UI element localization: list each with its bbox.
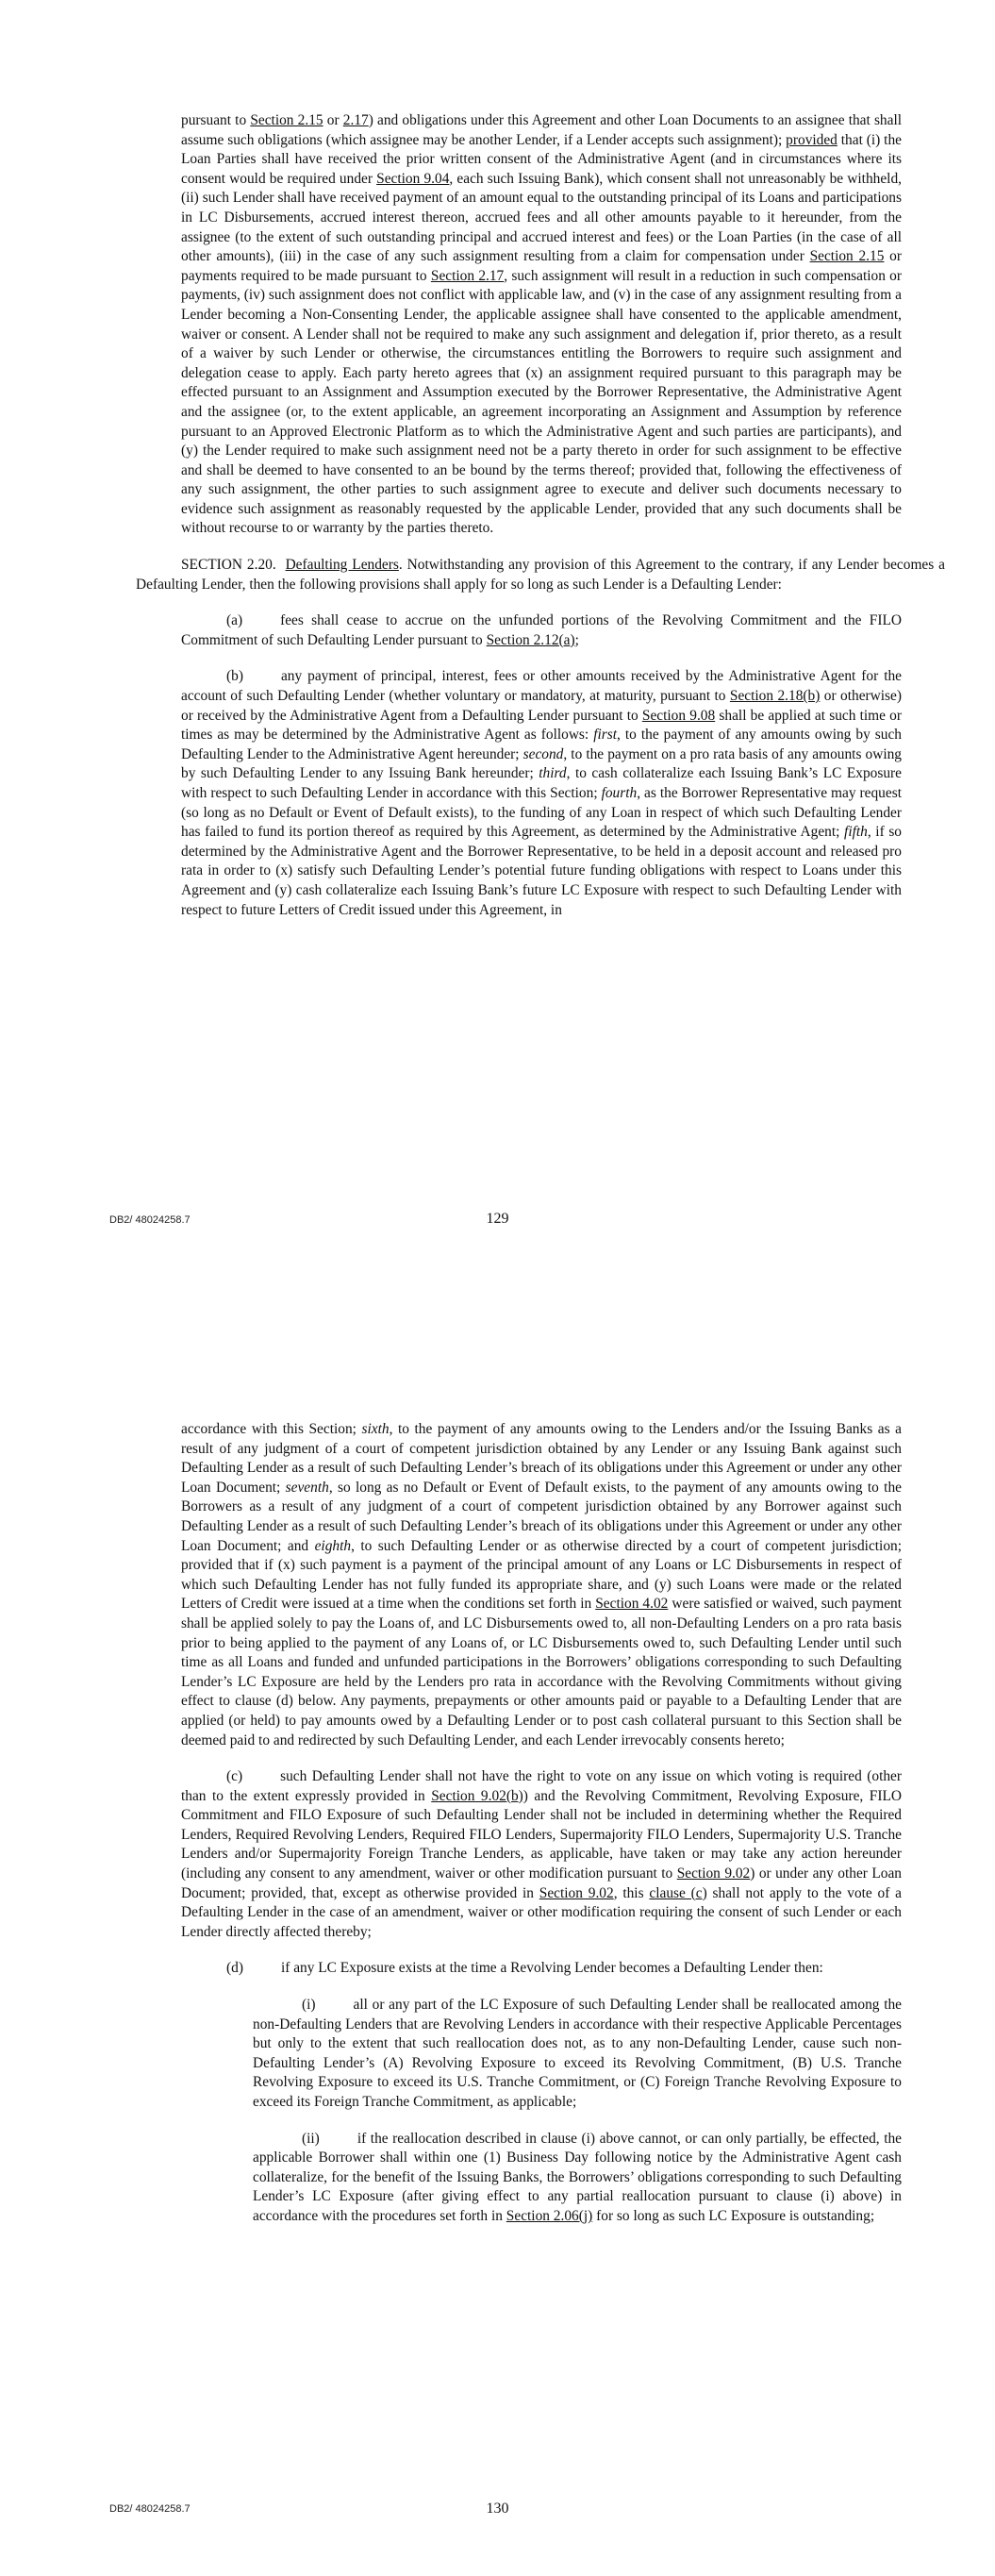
section-number: SECTION 2.20. [181,557,276,574]
section-2-20-paragraph: SECTION 2.20. Defaulting Lenders. Notwithstanding any provision of this Agreement to the contrary, if any Lender becomes a Defaulting Lender, then the following provisions shall apply for so long as such Lender is a Defaulting Lender: [136,557,945,593]
document-id-footer: DB2/ 48024258.7 [109,2503,191,2515]
clause-d: (d) if any LC Exposure exists at the time a Revolving Lender becomes a Defaulting Lender then: [226,1960,823,1977]
sub-clause-i: (i) all or any part of the LC Exposure of such Defaulting Lender shall be reallocated among the non-Defaulting Lenders that are Revolving Lenders in accordance with their respective Applicable Percentages but only to the extent that such reallocation does not, as to any non-Defaulting Lender, cause such non-Defaulting Lender’s (A) Revolving Exposure to exceed its Revolving Commitment, (B) U.S. Tranche Revolving Exposure to exceed its U.S. Tranche Commitment, or (C) Foreign Tranche Revolving Exposure to exceed its Foreign Tranche Commitment, as applicable; [253,1997,902,2110]
section-title: Defaulting Lenders [285,557,399,574]
section-reference: Section 2.12(a) [486,631,575,648]
page-body [181,1420,902,2244]
page-number: 130 [486,2501,509,2517]
section-reference: Section 4.02 [595,1596,669,1613]
clause-a: (a) fees shall cease to accrue on the unfunded portions of the Revolving Commitment and the FILO Commitment of such Defaulting Lender pursuant to Section 2.12(a); [181,612,902,648]
clause-label: (c) [226,1768,243,1785]
section-reference: Section 9.02 [676,1865,751,1882]
clause-label: (a) [226,612,243,629]
clause-label: (i) [302,1997,316,2014]
section-reference: Section 2.17 [430,267,505,284]
clause-label: (ii) [302,2130,320,2147]
continued-paragraph: accordance with this Section; sixth, to the payment of any amounts owing to the Lenders and/or the Issuing Banks as a result of any judgment of a court of competent jurisdiction obtained by any Lender or any Issuing Bank against such Defaulting Lender as a result of such Defaulting Lender’s breach of its obligations under this Agreement or under any other Loan Document; seventh, so long as no Default or Event of Default exists, to the payment of any amounts owing to the Borrowers as a result of any judgment of a court of competent jurisdiction obtained by any Borrower against such Defaulting Lender as a result of such Defaulting Lender’s breach of its obligations under this Agreement or under any other Loan Document; and eighth, to such Defaulting Lender or as otherwise directed by a court of competent jurisdiction; provided that if (x) such payment is a payment of the principal amount of any Loans or LC Disbursements in respect of which such Defaulting Lender has not fully funded its appropriate share, and (y) such Loans were made or the related Letters of Credit were issued at a time when the conditions set forth in Section 4.02 were satisfied or waived, such payment shall be applied solely to pay the Loans of, and LC Disbursements owed to, all non-Defaulting Lenders on a pro rata basis prior to being applied to the payment of any Loans of, or LC Disbursements owed to, such Defaulting Lender until such time as all Loans and funded and unfunded participations in the Borrowers’ obligations corresponding to such Defaulting Lender’s LC Exposure are held by the Lenders pro rata in accordance with the Revolving Commitments without giving effect to clause (d) below. Any payments, prepayments or other amounts paid or payable to a Defaulting Lender that are applied (or held) to pay amounts owed by a Defaulting Lender or to post cash collateral pursuant to this Section shall be deemed paid to and redirected by such Defaulting Lender, and each Lender irrevocably consents hereto; [181,1421,902,1748]
section-reference: Section 2.06(j) [506,2207,593,2224]
page-body [136,111,945,937]
clause-c: (c) such Defaulting Lender shall not have the right to vote on any issue on which voting is required (other than to the extent expressly provided in Section 9.02(b)) and the Revolving Commitment, Revolving Exposure, FILO Commitment and FILO Exposure of such Defaulting Lender shall not be included in determining whether the Required Lenders, Required Revolving Lenders, Required FILO Lenders, Supermajority FILO Lenders, Supermajority U.S. Tranche Lenders and/or Supermajority Foreign Tranche Lenders, as applicable, have taken or may take any action hereunder (including any consent to any amendment, waiver or other modification pursuant to Section 9.02) or under any other Loan Document; provided, that, except as otherwise provided in Section 9.02, this clause (c) shall not apply to the vote of a Defaulting Lender in the case of an amendment, waiver or other modification requiring the consent of such Lender or each Lender directly affected thereby; [181,1768,902,1940]
clause-label: (b) [226,668,243,685]
document-page-130 [0,1288,995,2576]
section-reference: 2.17 [342,112,369,128]
clause-reference: clause (c) [649,1884,707,1901]
section-reference: Section 9.02(b) [431,1787,523,1804]
section-reference: Section 2.18(b) [729,688,821,705]
section-reference: Section 2.15 [250,112,323,128]
clause-label: (d) [226,1960,243,1977]
document-id-footer: DB2/ 48024258.7 [109,1214,191,1226]
clause-b: (b) any payment of principal, interest, fees or other amounts received by the Administrative Agent for the account of such Defaulting Lender (whether voluntary or mandatory, at maturity, pursuant to Section 2.18(b) or otherwise) or received by the Administrative Agent from a Defaulting Lender pursuant to Section 9.08 shall be applied at such time or times as may be determined by the Administrative Agent as follows: first, to the payment of any amounts owing by such Defaulting Lender to the Administrative Agent hereunder; second, to the payment on a pro rata basis of any amounts owing by such Defaulting Lender to any Issuing Bank hereunder; third, to cash collateralize each Issuing Bank’s LC Exposure with respect to such Defaulting Lender in accordance with this Section; fourth, as the Borrower Representative may request (so long as no Default or Event of Default exists), to the funding of any Loan in respect of which such Defaulting Lender has failed to fund its portion thereof as required by this Agreement, as determined by the Administrative Agent; fifth, if so determined by the Administrative Agent and the Borrower Representative, to be held in a deposit account and released pro rata in order to (x) satisfy such Defaulting Lender’s potential future funding obligations with respect to Loans under this Agreement and (y) cash collateralize each Issuing Bank’s future LC Exposure with respect to such Defaulting Lender with respect to future Letters of Credit issued under this Agreement, in [181,668,903,918]
section-reference: Section 9.04 [376,170,450,187]
section-reference: Section 9.02 [539,1884,614,1901]
page-number: 129 [486,1211,509,1227]
section-reference: Section 9.08 [641,707,716,724]
provided-term: provided [786,131,837,148]
sub-clause-ii: (ii) if the reallocation described in clause (i) above cannot, or can only partially, be effected, the applicable Borrower shall within one (1) Business Day following notice by the Administrative Agent cash collateralize, for the benefit of the Issuing Banks, the Borrowers’ obligations corresponding to such Defaulting Lender’s LC Exposure (after giving effect to any partial reallocation pursuant to clause (i) above) in accordance with the procedures set forth in Section 2.06(j) for so long as such LC Exposure is outstanding; [253,2130,902,2224]
continued-paragraph: pursuant to Section 2.15 or 2.17) and obligations under this Agreement and other Loan Documents to an assignee that shall assume such obligations (which assignee may be another Lender, if a Lender accepts such assignment); provided that (i) the Loan Parties shall have received the prior written consent of the Administrative Agent (and in circumstances where its consent would be required under Section 9.04, each such Issuing Bank), which consent shall not unreasonably be withheld, (ii) such Lender shall have received payment of an amount equal to the outstanding principal of its Loans and participations in LC Disbursements, accrued interest thereon, accrued fees and all other amounts payable to it hereunder, from the assignee (to the extent of such outstanding principal and accrued interest and fees) or the Loan Parties (in the case of all other amounts), (iii) in the case of any such assignment resulting from a claim for compensation under Section 2.15 or payments required to be made pursuant to Section 2.17, such assignment will result in a reduction in such compensation or payments, (iv) such assignment does not conflict with applicable law, and (v) in the case of any assignment resulting from a Lender becoming a Non-Consenting Lender, the applicable assignee shall have consented to the applicable amendment, waiver or consent. A Lender shall not be required to make any such assignment and delegation if, prior thereto, as a result of a waiver by such Lender or otherwise, the circumstances entitling the Borrowers to require such assignment and delegation cease to apply. Each party hereto agrees that (x) an assignment required pursuant to this paragraph may be effected pursuant to an Assignment and Assumption executed by the Borrower Representative, the Administrative Agent and the assignee (or, to the extent applicable, an agreement incorporating an Assignment and Assumption by reference pursuant to an Approved Electronic Platform as to which the Administrative Agent and such parties are participants), and (y) the Lender required to make such assignment need not be a party thereto in order for such assignment to be effective and shall be deemed to have consented to an be bound by the terms thereof; provided that, following the effectiveness of any such assignment, the other parties to such assignment agree to execute and deliver such documents necessary to evidence such assignment as reasonably requested by the applicable Lender, provided that any such documents shall be without recourse to or warranty by the parties thereto. [181,112,903,537]
section-reference: Section 2.15 [809,248,885,265]
